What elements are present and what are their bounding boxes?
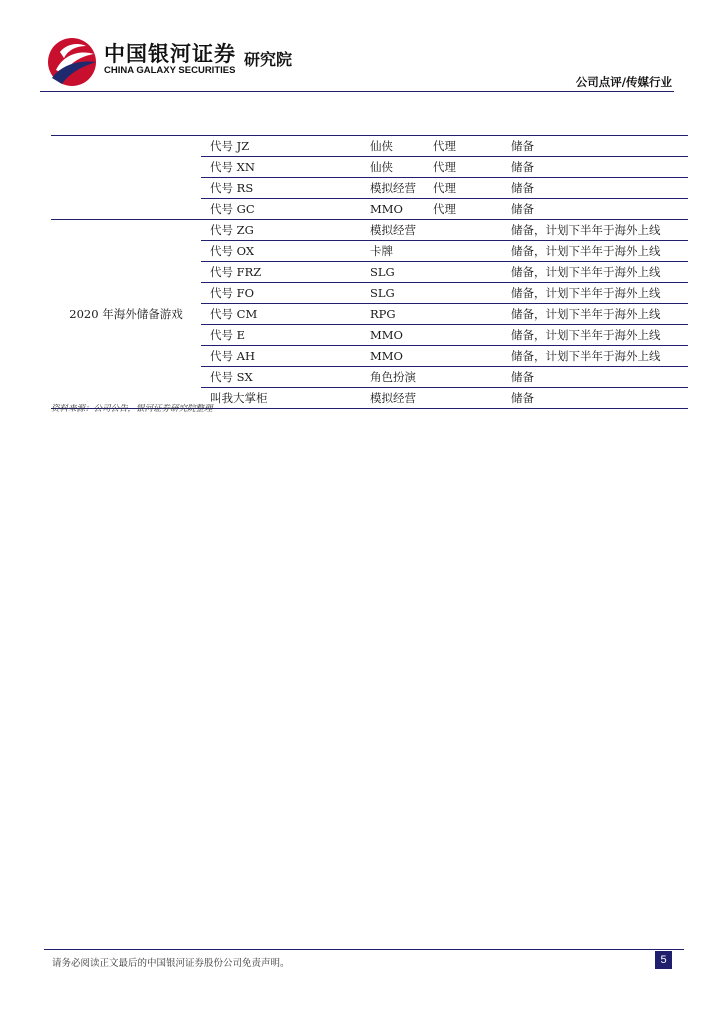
game-name-cell: 代号 AH xyxy=(201,346,363,367)
game-pipeline-table xyxy=(51,135,688,409)
operation-mode-cell xyxy=(433,220,511,241)
disclaimer-text: 请务必阅读正文最后的中国银河证券股份公司免责声明。 xyxy=(52,958,290,969)
operation-mode-cell xyxy=(433,367,511,388)
status-cell: 储备 xyxy=(511,367,688,388)
status-cell: 储备 xyxy=(511,178,688,199)
game-name-cell: 叫我大掌柜 xyxy=(201,388,363,409)
game-name-cell: 代号 RS xyxy=(201,178,363,199)
status-cell: 储备，计划下半年于海外上线 xyxy=(511,304,688,325)
status-cell: 储备，计划下半年于海外上线 xyxy=(511,325,688,346)
operation-mode-cell xyxy=(433,283,511,304)
status-cell: 储备 xyxy=(511,136,688,157)
game-type-cell: SLG xyxy=(363,283,433,304)
operation-mode-cell: 代理 xyxy=(433,178,511,199)
status-cell: 储备 xyxy=(511,199,688,220)
logo-english-name: CHINA GALAXY SECURITIES xyxy=(104,65,236,76)
game-type-cell: 模拟经营 xyxy=(363,220,433,241)
group-label-cell: 2020 年海外储备游戏 xyxy=(51,220,201,409)
game-type-cell: SLG xyxy=(363,262,433,283)
report-category: 公司点评/传媒行业 xyxy=(575,75,672,89)
galaxy-logo-icon xyxy=(46,34,100,90)
game-name-cell: 代号 E xyxy=(201,325,363,346)
game-name-cell: 代号 CM xyxy=(201,304,363,325)
operation-mode-cell xyxy=(433,262,511,283)
game-name-cell: 代号 FRZ xyxy=(201,262,363,283)
table-row xyxy=(51,136,688,157)
game-type-cell: 仙侠 xyxy=(363,136,433,157)
status-cell: 储备，计划下半年于海外上线 xyxy=(511,283,688,304)
game-type-cell: 模拟经营 xyxy=(363,388,433,409)
game-name-cell: 代号 ZG xyxy=(201,220,363,241)
game-name-cell: 代号 SX xyxy=(201,367,363,388)
status-cell: 储备，计划下半年于海外上线 xyxy=(511,346,688,367)
status-cell: 储备，计划下半年于海外上线 xyxy=(511,220,688,241)
status-cell: 储备 xyxy=(511,388,688,409)
game-type-cell: MMO xyxy=(363,325,433,346)
game-type-cell: MMO xyxy=(363,346,433,367)
game-type-cell: RPG xyxy=(363,304,433,325)
operation-mode-cell xyxy=(433,325,511,346)
operation-mode-cell xyxy=(433,346,511,367)
footer-divider xyxy=(44,949,684,950)
operation-mode-cell: 代理 xyxy=(433,199,511,220)
status-cell: 储备，计划下半年于海外上线 xyxy=(511,241,688,262)
operation-mode-cell xyxy=(433,304,511,325)
game-type-cell: 角色扮演 xyxy=(363,367,433,388)
operation-mode-cell: 代理 xyxy=(433,136,511,157)
game-type-cell: 模拟经营 xyxy=(363,178,433,199)
game-name-cell: 代号 FO xyxy=(201,283,363,304)
operation-mode-cell: 代理 xyxy=(433,157,511,178)
status-cell: 储备，计划下半年于海外上线 xyxy=(511,262,688,283)
game-type-cell: 仙侠 xyxy=(363,157,433,178)
source-note: 资料来源：公司公告，银河证券研究院整理 xyxy=(51,404,213,414)
game-type-cell: MMO xyxy=(363,199,433,220)
operation-mode-cell xyxy=(433,241,511,262)
game-name-cell: 代号 GC xyxy=(201,199,363,220)
logo-chinese-name: 中国银河证券 xyxy=(104,42,236,66)
group-label-cell xyxy=(51,136,201,220)
status-cell: 储备 xyxy=(511,157,688,178)
game-type-cell: 卡牌 xyxy=(363,241,433,262)
page-number: 5 xyxy=(655,951,672,969)
header-divider xyxy=(40,91,674,92)
company-logo xyxy=(46,34,306,90)
game-name-cell: 代号 JZ xyxy=(201,136,363,157)
game-name-cell: 代号 OX xyxy=(201,241,363,262)
logo-institute-name: 研究院 xyxy=(244,50,293,69)
operation-mode-cell xyxy=(433,388,511,409)
game-name-cell: 代号 XN xyxy=(201,157,363,178)
table-row xyxy=(51,220,688,241)
